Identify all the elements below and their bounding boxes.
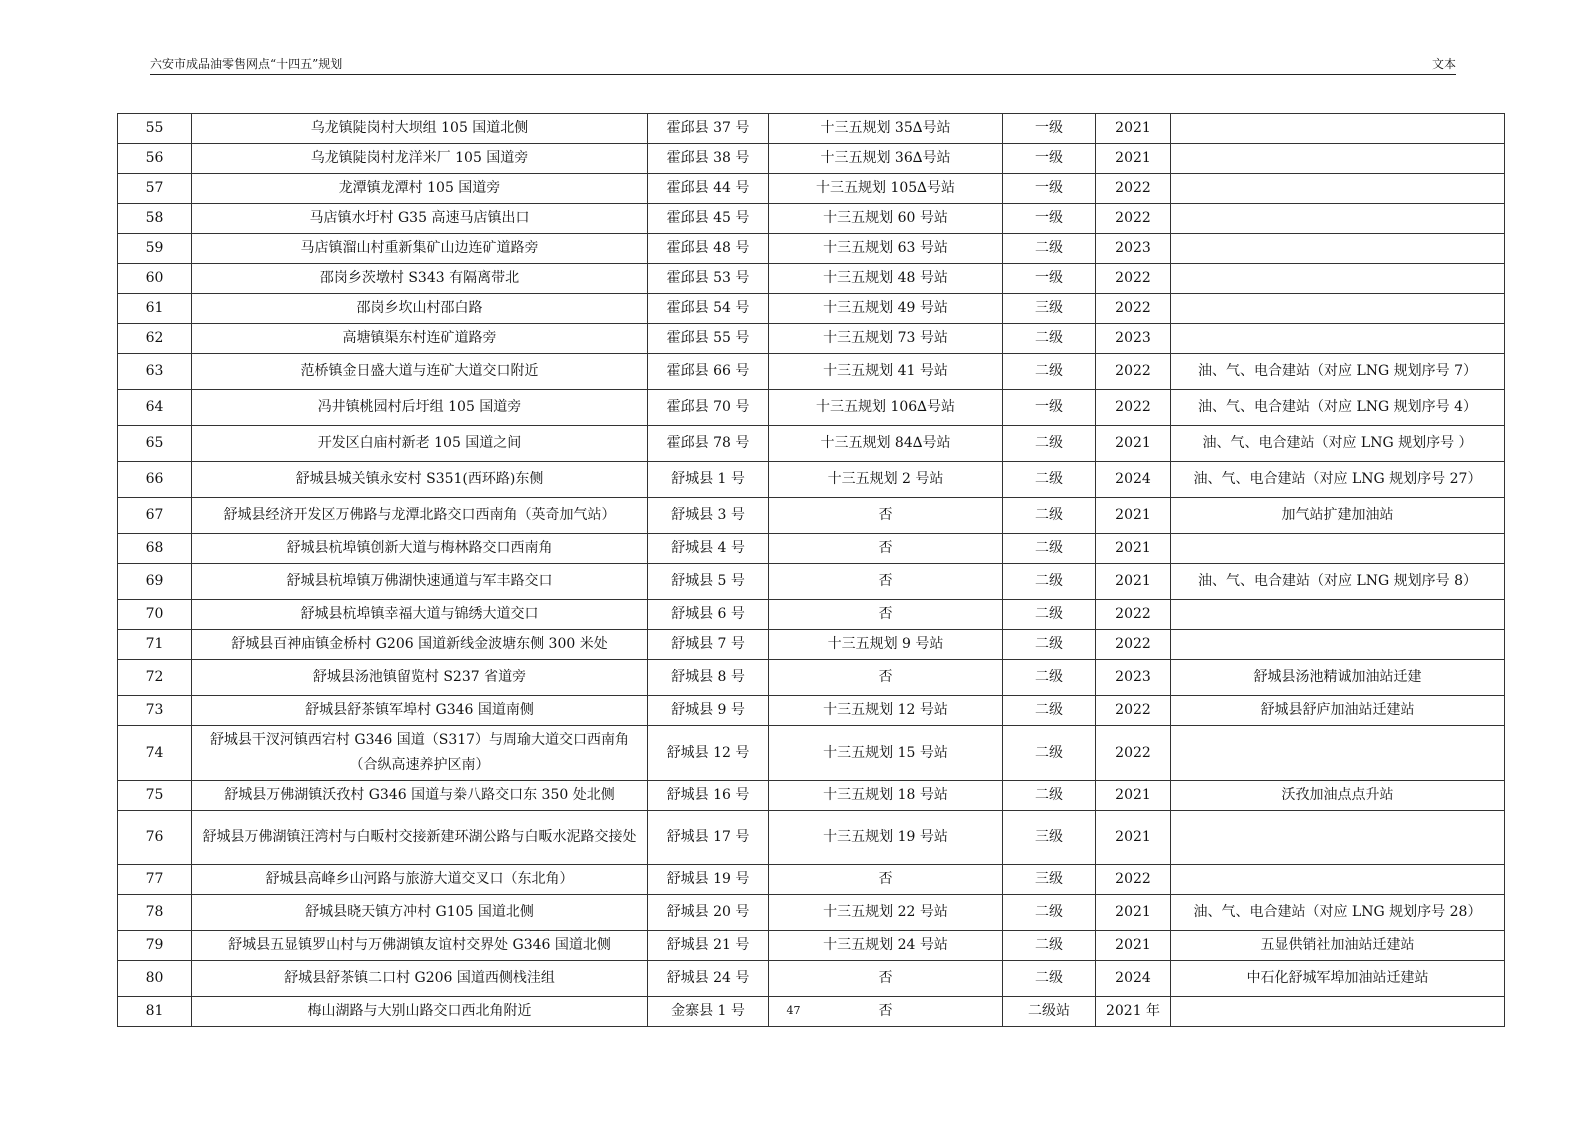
- row-number-cell: 69: [118, 564, 192, 600]
- plan-reference-cell: 十三五规划 35∆号站: [769, 114, 1003, 144]
- plan-reference-cell: 十三五规划 2 号站: [769, 462, 1003, 498]
- note-cell: 油、气、电合建站（对应 LNG 规划序号 27）: [1171, 462, 1505, 498]
- location-cell: 舒城县万佛湖镇沃孜村 G346 国道与桊八路交口东 350 处北侧: [192, 781, 648, 811]
- location-cell: 乌龙镇陡岗村大坝组 105 国道北侧: [192, 114, 648, 144]
- location-cell: 高塘镇渠东村连矿道路旁: [192, 324, 648, 354]
- year-cell: 2021: [1096, 534, 1171, 564]
- grade-cell: 三级: [1003, 865, 1096, 895]
- note-cell: 中石化舒城军埠加油站迁建站: [1171, 961, 1505, 997]
- page-number: 47: [786, 1004, 801, 1017]
- year-cell: 2021: [1096, 426, 1171, 462]
- note-cell: [1171, 144, 1505, 174]
- grade-cell: 二级: [1003, 931, 1096, 961]
- location-cell: 舒城县杭埠镇幸福大道与锦绣大道交口: [192, 600, 648, 630]
- note-cell: [1171, 294, 1505, 324]
- note-cell: 油、气、电合建站（对应 LNG 规划序号 28）: [1171, 895, 1505, 931]
- grade-cell: 二级: [1003, 324, 1096, 354]
- grade-cell: 二级: [1003, 426, 1096, 462]
- table-row: [118, 726, 1505, 781]
- location-cell: 舒城县干汊河镇西宕村 G346 国道（S317）与周瑜大道交口西南角（合纵高速养护区南）: [192, 726, 648, 781]
- station-code-cell: 舒城县 3 号: [648, 498, 769, 534]
- station-code-cell: 霍邱县 44 号: [648, 174, 769, 204]
- location-cell: 马店镇溜山村重新集矿山边连矿道路旁: [192, 234, 648, 264]
- note-cell: 油、气、电合建站（对应 LNG 规划序号 ）: [1171, 426, 1505, 462]
- table-row: [118, 781, 1505, 811]
- row-number-cell: 78: [118, 895, 192, 931]
- location-cell: 乌龙镇陡岗村龙洋米厂 105 国道旁: [192, 144, 648, 174]
- row-number-cell: 66: [118, 462, 192, 498]
- table-row: [118, 498, 1505, 534]
- year-cell: 2022: [1096, 354, 1171, 390]
- note-cell: [1171, 600, 1505, 630]
- table-row: [118, 931, 1505, 961]
- note-cell: [1171, 234, 1505, 264]
- note-cell: 沃孜加油点点升站: [1171, 781, 1505, 811]
- year-cell: 2022: [1096, 600, 1171, 630]
- station-code-cell: 舒城县 8 号: [648, 660, 769, 696]
- table-row: [118, 234, 1505, 264]
- station-code-cell: 舒城县 21 号: [648, 931, 769, 961]
- location-cell: 冯井镇桃园村后圩组 105 国道旁: [192, 390, 648, 426]
- plan-reference-cell: 十三五规划 60 号站: [769, 204, 1003, 234]
- station-code-cell: 霍邱县 53 号: [648, 264, 769, 294]
- table-body: [118, 114, 1505, 1027]
- row-number-cell: 68: [118, 534, 192, 564]
- grade-cell: 二级: [1003, 726, 1096, 781]
- year-cell: 2021: [1096, 811, 1171, 865]
- table-row: [118, 144, 1505, 174]
- table-row: [118, 264, 1505, 294]
- station-code-cell: 舒城县 6 号: [648, 600, 769, 630]
- plan-reference-cell: 否: [769, 534, 1003, 564]
- row-number-cell: 73: [118, 696, 192, 726]
- year-cell: 2023: [1096, 324, 1171, 354]
- plan-reference-cell: 十三五规划 36∆号站: [769, 144, 1003, 174]
- station-plan-table: [117, 113, 1505, 1027]
- year-cell: 2021: [1096, 498, 1171, 534]
- year-cell: 2022: [1096, 630, 1171, 660]
- plan-reference-cell: 十三五规划 63 号站: [769, 234, 1003, 264]
- table-row: [118, 174, 1505, 204]
- row-number-cell: 61: [118, 294, 192, 324]
- plan-reference-cell: 十三五规划 19 号站: [769, 811, 1003, 865]
- year-cell: 2021: [1096, 144, 1171, 174]
- row-number-cell: 79: [118, 931, 192, 961]
- grade-cell: 二级: [1003, 660, 1096, 696]
- row-number-cell: 81: [118, 997, 192, 1027]
- table-row: [118, 294, 1505, 324]
- row-number-cell: 57: [118, 174, 192, 204]
- note-cell: 油、气、电合建站（对应 LNG 规划序号 4）: [1171, 390, 1505, 426]
- note-cell: [1171, 174, 1505, 204]
- table-row: [118, 324, 1505, 354]
- plan-reference-cell: 否: [769, 498, 1003, 534]
- location-cell: 舒城县经济开发区万佛路与龙潭北路交口西南角（英奇加气站）: [192, 498, 648, 534]
- grade-cell: 一级: [1003, 264, 1096, 294]
- note-cell: [1171, 726, 1505, 781]
- station-code-cell: 舒城县 20 号: [648, 895, 769, 931]
- station-code-cell: 霍邱县 37 号: [648, 114, 769, 144]
- note-cell: [1171, 114, 1505, 144]
- note-cell: [1171, 865, 1505, 895]
- grade-cell: 二级: [1003, 234, 1096, 264]
- table-row: [118, 961, 1505, 997]
- table-row: [118, 696, 1505, 726]
- year-cell: 2022: [1096, 865, 1171, 895]
- plan-reference-cell: 十三五规划 73 号站: [769, 324, 1003, 354]
- location-cell: 开发区白庙村新老 105 国道之间: [192, 426, 648, 462]
- plan-reference-cell: 十三五规划 18 号站: [769, 781, 1003, 811]
- grade-cell: 一级: [1003, 390, 1096, 426]
- location-cell: 舒城县万佛湖镇汪湾村与白畈村交接新建环湖公路与白畈水泥路交接处: [192, 811, 648, 865]
- row-number-cell: 75: [118, 781, 192, 811]
- location-cell: 舒城县汤池镇留览村 S237 省道旁: [192, 660, 648, 696]
- row-number-cell: 62: [118, 324, 192, 354]
- plan-reference-cell: 十三五规划 49 号站: [769, 294, 1003, 324]
- station-code-cell: 舒城县 7 号: [648, 630, 769, 660]
- table-row: [118, 811, 1505, 865]
- plan-reference-cell: 否: [769, 660, 1003, 696]
- plan-reference-cell: 十三五规划 106∆号站: [769, 390, 1003, 426]
- location-cell: 龙潭镇龙潭村 105 国道旁: [192, 174, 648, 204]
- year-cell: 2022: [1096, 264, 1171, 294]
- table-row: [118, 534, 1505, 564]
- station-code-cell: 霍邱县 45 号: [648, 204, 769, 234]
- row-number-cell: 80: [118, 961, 192, 997]
- location-cell: 舒城县高峰乡山河路与旅游大道交叉口（东北角）: [192, 865, 648, 895]
- grade-cell: 二级: [1003, 895, 1096, 931]
- station-code-cell: 舒城县 9 号: [648, 696, 769, 726]
- plan-reference-cell: 十三五规划 24 号站: [769, 931, 1003, 961]
- station-code-cell: 舒城县 24 号: [648, 961, 769, 997]
- plan-reference-cell: 十三五规划 15 号站: [769, 726, 1003, 781]
- year-cell: 2021: [1096, 564, 1171, 600]
- plan-reference-cell: 十三五规划 9 号站: [769, 630, 1003, 660]
- row-number-cell: 74: [118, 726, 192, 781]
- grade-cell: 二级: [1003, 630, 1096, 660]
- plan-reference-cell: 十三五规划 41 号站: [769, 354, 1003, 390]
- location-cell: 梅山湖路与大别山路交口西北角附近: [192, 997, 648, 1027]
- plan-reference-cell: 十三五规划 105∆号站: [769, 174, 1003, 204]
- grade-cell: 二级: [1003, 462, 1096, 498]
- table-row: [118, 114, 1505, 144]
- row-number-cell: 71: [118, 630, 192, 660]
- year-cell: 2022: [1096, 696, 1171, 726]
- plan-reference-cell: 否: [769, 865, 1003, 895]
- table-row: [118, 660, 1505, 696]
- year-cell: 2023: [1096, 234, 1171, 264]
- grade-cell: 二级: [1003, 498, 1096, 534]
- note-cell: [1171, 264, 1505, 294]
- table-row: [118, 865, 1505, 895]
- grade-cell: 二级: [1003, 354, 1096, 390]
- year-cell: 2022: [1096, 174, 1171, 204]
- year-cell: 2022: [1096, 390, 1171, 426]
- table-row: [118, 630, 1505, 660]
- grade-cell: 一级: [1003, 114, 1096, 144]
- station-code-cell: 舒城县 1 号: [648, 462, 769, 498]
- station-code-cell: 舒城县 4 号: [648, 534, 769, 564]
- note-cell: [1171, 630, 1505, 660]
- location-cell: 舒城县晓天镇方冲村 G105 国道北侧: [192, 895, 648, 931]
- note-cell: 加气站扩建加油站: [1171, 498, 1505, 534]
- year-cell: 2024: [1096, 462, 1171, 498]
- table-row: [118, 600, 1505, 630]
- plan-reference-cell: 十三五规划 22 号站: [769, 895, 1003, 931]
- note-cell: 舒城县舒庐加油站迁建站: [1171, 696, 1505, 726]
- location-cell: 邵岗乡坎山村邵白路: [192, 294, 648, 324]
- header-title: 六安市成品油零售网点“十四五”规划: [150, 57, 343, 71]
- grade-cell: 二级: [1003, 534, 1096, 564]
- grade-cell: 三级: [1003, 811, 1096, 865]
- grade-cell: 二级站: [1003, 997, 1096, 1027]
- note-cell: [1171, 534, 1505, 564]
- location-cell: 舒城县杭埠镇创新大道与梅林路交口西南角: [192, 534, 648, 564]
- table-row: [118, 354, 1505, 390]
- year-cell: 2023: [1096, 660, 1171, 696]
- year-cell: 2021: [1096, 895, 1171, 931]
- plan-reference-cell: 十三五规划 48 号站: [769, 264, 1003, 294]
- plan-reference-cell: 十三五规划 84∆号站: [769, 426, 1003, 462]
- station-code-cell: 舒城县 16 号: [648, 781, 769, 811]
- row-number-cell: 76: [118, 811, 192, 865]
- row-number-cell: 58: [118, 204, 192, 234]
- station-code-cell: 霍邱县 66 号: [648, 354, 769, 390]
- year-cell: 2021: [1096, 931, 1171, 961]
- row-number-cell: 70: [118, 600, 192, 630]
- row-number-cell: 77: [118, 865, 192, 895]
- station-code-cell: 霍邱县 38 号: [648, 144, 769, 174]
- note-cell: [1171, 324, 1505, 354]
- page-header: [150, 56, 1456, 75]
- location-cell: 舒城县城关镇永安村 S351(西环路)东侧: [192, 462, 648, 498]
- plan-reference-cell: 否: [769, 564, 1003, 600]
- table-row: [118, 564, 1505, 600]
- location-cell: 舒城县舒茶镇军埠村 G346 国道南侧: [192, 696, 648, 726]
- row-number-cell: 56: [118, 144, 192, 174]
- location-cell: 舒城县杭埠镇万佛湖快速通道与军丰路交口: [192, 564, 648, 600]
- station-code-cell: 舒城县 17 号: [648, 811, 769, 865]
- row-number-cell: 65: [118, 426, 192, 462]
- location-cell: 舒城县百神庙镇金桥村 G206 国道新线金波塘东侧 300 米处: [192, 630, 648, 660]
- station-code-cell: 霍邱县 54 号: [648, 294, 769, 324]
- station-code-cell: 霍邱县 48 号: [648, 234, 769, 264]
- station-code-cell: 霍邱县 55 号: [648, 324, 769, 354]
- note-cell: 舒城县汤池精诚加油站迁建: [1171, 660, 1505, 696]
- station-code-cell: 舒城县 5 号: [648, 564, 769, 600]
- note-cell: [1171, 811, 1505, 865]
- grade-cell: 三级: [1003, 294, 1096, 324]
- note-cell: 五显供销社加油站迁建站: [1171, 931, 1505, 961]
- location-cell: 范桥镇金日盛大道与连矿大道交口附近: [192, 354, 648, 390]
- year-cell: 2022: [1096, 294, 1171, 324]
- table-row: [118, 390, 1505, 426]
- grade-cell: 一级: [1003, 174, 1096, 204]
- table-row: [118, 204, 1505, 234]
- year-cell: 2021: [1096, 114, 1171, 144]
- table-row: [118, 462, 1505, 498]
- year-cell: 2021 年: [1096, 997, 1171, 1027]
- grade-cell: 二级: [1003, 600, 1096, 630]
- row-number-cell: 67: [118, 498, 192, 534]
- note-cell: [1171, 204, 1505, 234]
- station-code-cell: 霍邱县 78 号: [648, 426, 769, 462]
- plan-reference-cell: 否: [769, 997, 1003, 1027]
- note-cell: 油、气、电合建站（对应 LNG 规划序号 7）: [1171, 354, 1505, 390]
- row-number-cell: 60: [118, 264, 192, 294]
- table-row: [118, 426, 1505, 462]
- station-code-cell: 舒城县 19 号: [648, 865, 769, 895]
- row-number-cell: 55: [118, 114, 192, 144]
- note-cell: 油、气、电合建站（对应 LNG 规划序号 8）: [1171, 564, 1505, 600]
- grade-cell: 二级: [1003, 781, 1096, 811]
- grade-cell: 二级: [1003, 564, 1096, 600]
- plan-reference-cell: 否: [769, 961, 1003, 997]
- plan-reference-cell: 十三五规划 12 号站: [769, 696, 1003, 726]
- header-section: 文本: [1431, 57, 1456, 71]
- location-cell: 马店镇水圩村 G35 高速马店镇出口: [192, 204, 648, 234]
- row-number-cell: 59: [118, 234, 192, 264]
- table-row: [118, 895, 1505, 931]
- grade-cell: 一级: [1003, 204, 1096, 234]
- year-cell: 2022: [1096, 204, 1171, 234]
- grade-cell: 一级: [1003, 144, 1096, 174]
- station-code-cell: 霍邱县 70 号: [648, 390, 769, 426]
- station-code-cell: 舒城县 12 号: [648, 726, 769, 781]
- row-number-cell: 72: [118, 660, 192, 696]
- location-cell: 舒城县舒茶镇二口村 G206 国道西侧栈洼组: [192, 961, 648, 997]
- year-cell: 2024: [1096, 961, 1171, 997]
- plan-reference-cell: 否: [769, 600, 1003, 630]
- row-number-cell: 63: [118, 354, 192, 390]
- grade-cell: 二级: [1003, 696, 1096, 726]
- year-cell: 2022: [1096, 726, 1171, 781]
- grade-cell: 二级: [1003, 961, 1096, 997]
- station-code-cell: 金寨县 1 号: [648, 997, 769, 1027]
- location-cell: 舒城县五显镇罗山村与万佛湖镇友谊村交界处 G346 国道北侧: [192, 931, 648, 961]
- year-cell: 2021: [1096, 781, 1171, 811]
- row-number-cell: 64: [118, 390, 192, 426]
- location-cell: 邵岗乡茨墩村 S343 有隔离带北: [192, 264, 648, 294]
